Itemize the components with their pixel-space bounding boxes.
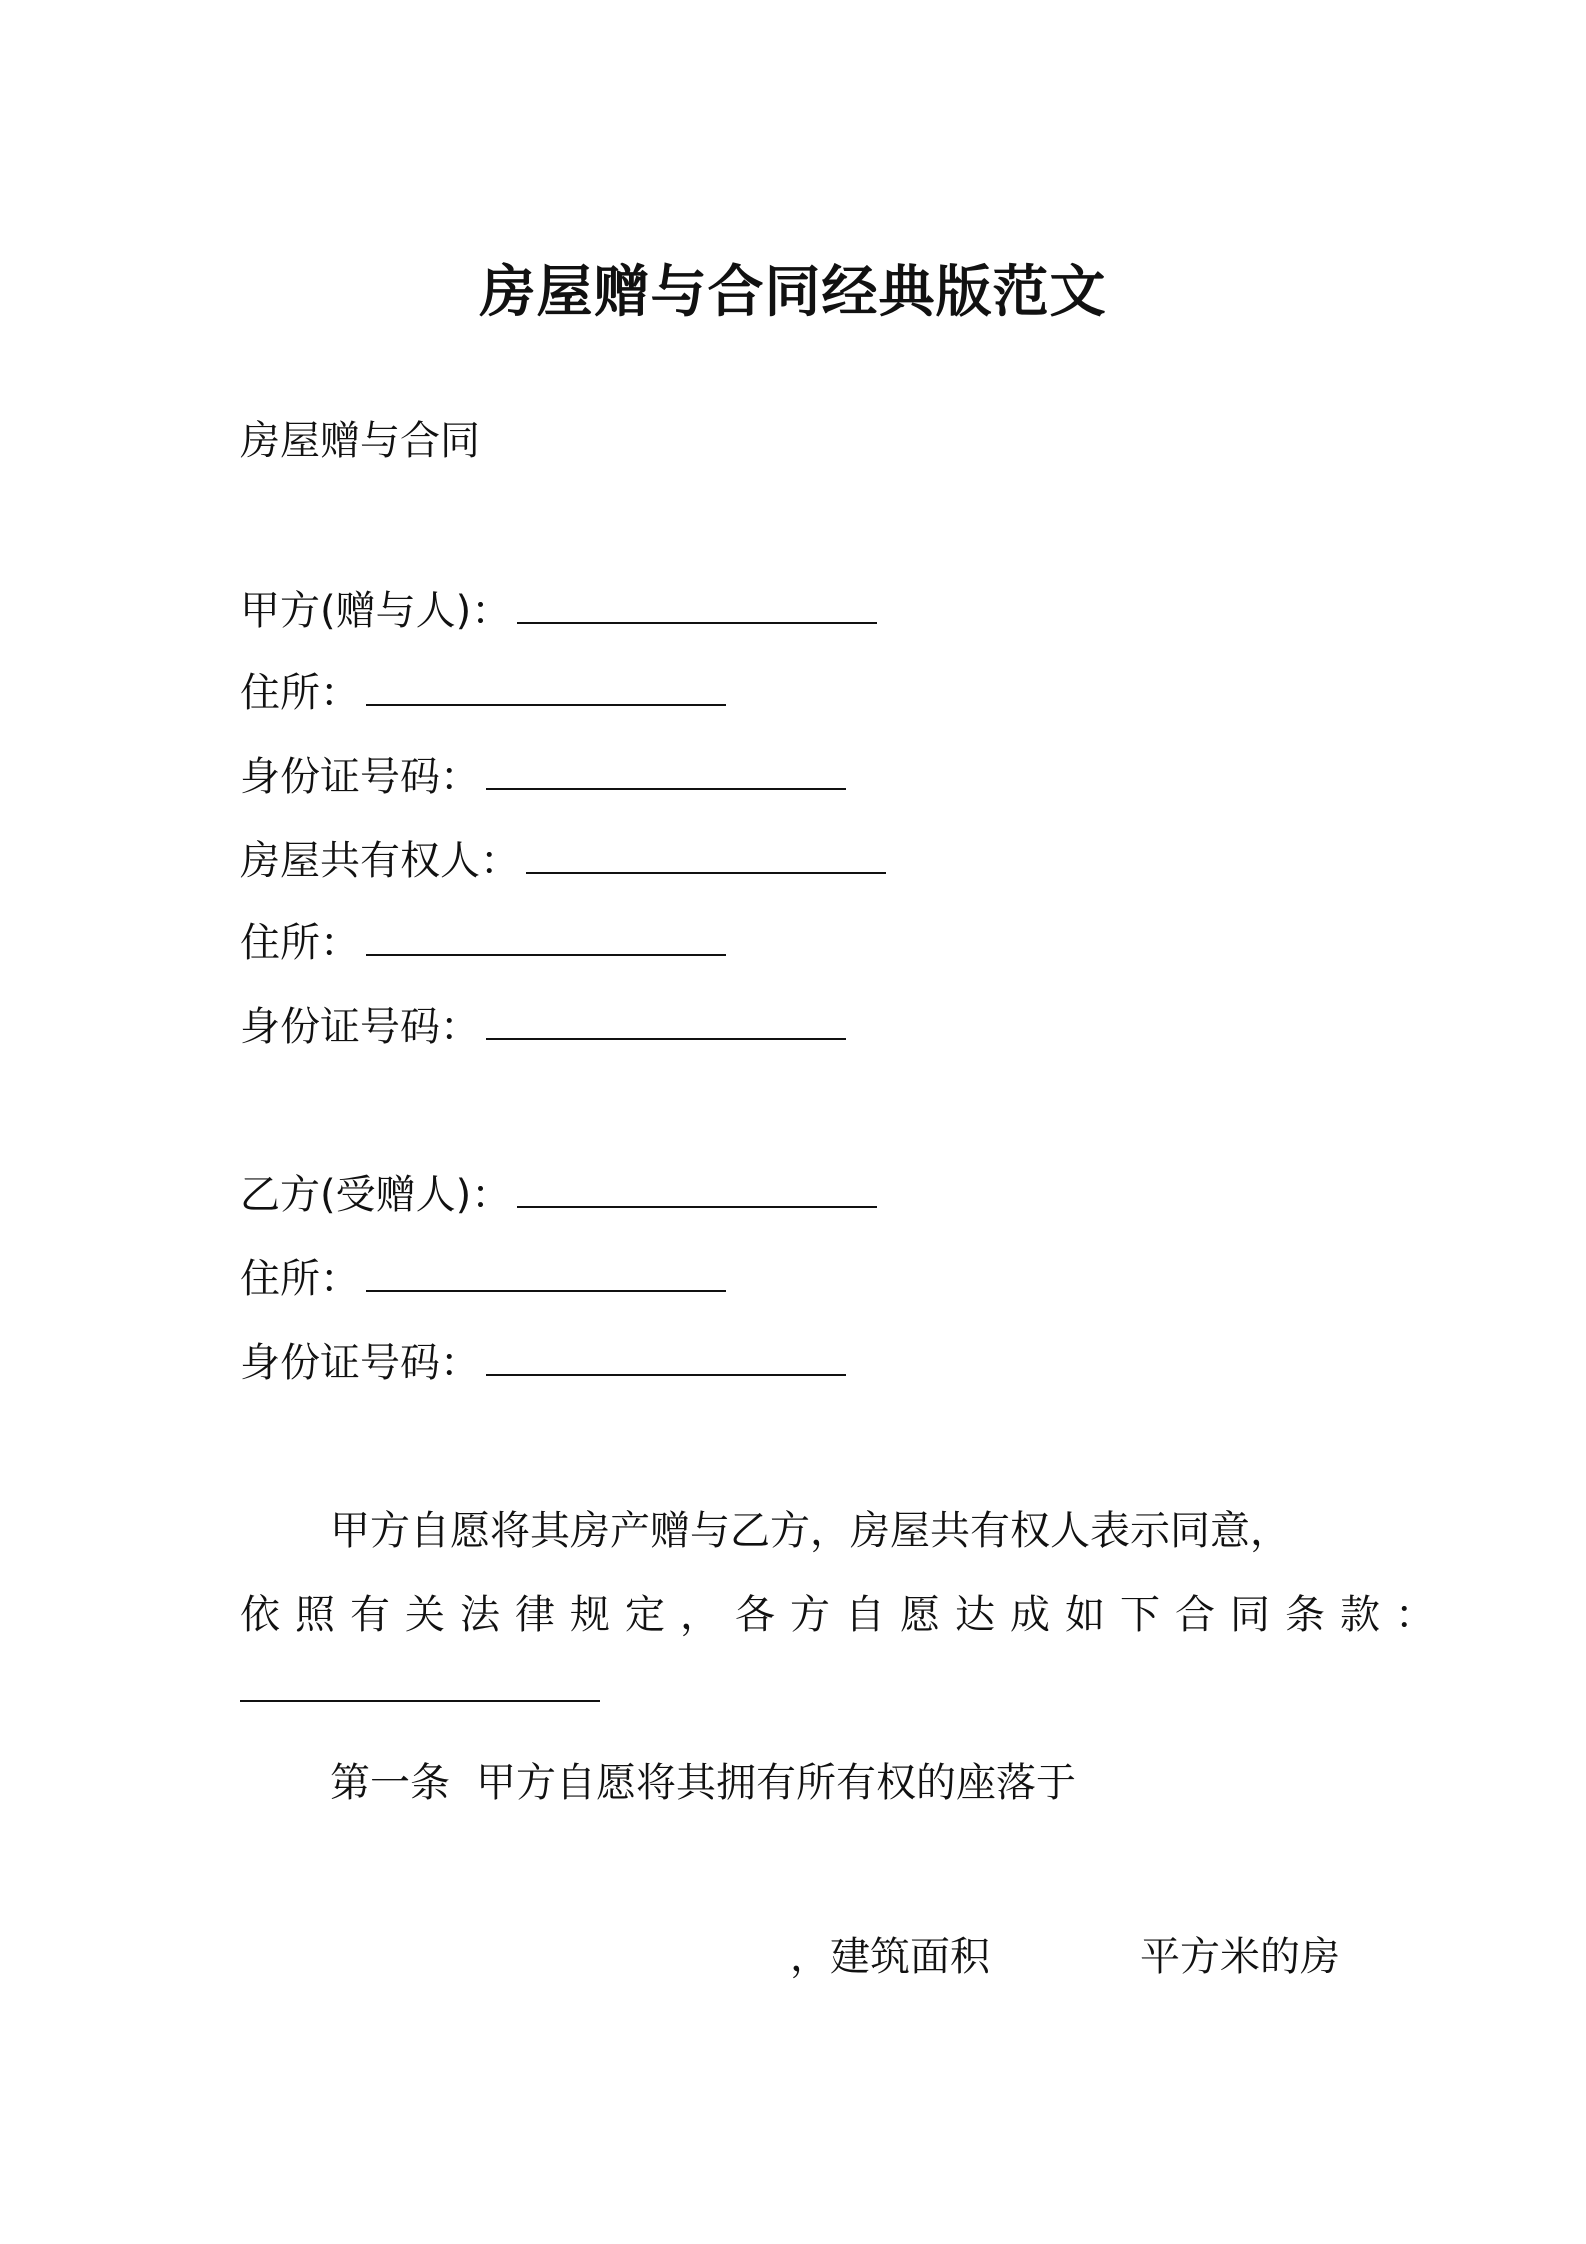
co-owner-address-field bbox=[240, 918, 726, 968]
party-b-label: 乙方(受赠人)： bbox=[240, 1172, 512, 1218]
contract-subtitle: 房屋赠与合同 bbox=[240, 418, 480, 464]
co-owner-id-label: 身份证号码： bbox=[240, 1004, 480, 1050]
co-owner-label: 房屋共有权人： bbox=[240, 838, 520, 884]
party-a-label: 甲方(赠与人)： bbox=[240, 588, 512, 634]
co-owner-id-field bbox=[240, 1002, 846, 1052]
terms-blank-line bbox=[240, 1700, 600, 1702]
party-b-address-field bbox=[240, 1254, 726, 1304]
party-b-id-blank bbox=[486, 1340, 846, 1376]
co-owner-address-label: 住所： bbox=[240, 920, 360, 966]
party-a-blank bbox=[517, 588, 877, 624]
article-1-text: 甲方自愿将其拥有所有权的座落于 bbox=[476, 1760, 1076, 1806]
party-a-id-field bbox=[240, 752, 846, 802]
co-owner-field bbox=[240, 836, 886, 886]
party-b-blank bbox=[517, 1172, 877, 1208]
party-a-id-blank bbox=[486, 754, 846, 790]
party-a-address-blank bbox=[366, 670, 726, 706]
intro-paragraph-line1: 甲方自愿将其房产赠与乙方，房屋共有权人表示同意， bbox=[330, 1508, 1290, 1554]
co-owner-blank bbox=[526, 838, 886, 874]
co-owner-address-blank bbox=[366, 920, 726, 956]
party-a-address-field bbox=[240, 668, 726, 718]
party-a-field bbox=[240, 586, 877, 636]
area-prefix: ，建筑面积 bbox=[790, 1934, 990, 1980]
article-1 bbox=[330, 1758, 1076, 1808]
document-title: 房屋赠与合同经典版范文 bbox=[479, 260, 1107, 325]
party-b-address-blank bbox=[366, 1256, 726, 1292]
party-b-id-field bbox=[240, 1338, 846, 1388]
party-a-id-label: 身份证号码： bbox=[240, 754, 480, 800]
intro-paragraph-line2: 依照有关法律规定，各方自愿达成如下合同条款： bbox=[240, 1592, 1450, 1638]
party-a-address-label: 住所： bbox=[240, 670, 360, 716]
party-b-id-label: 身份证号码： bbox=[240, 1340, 480, 1386]
party-b-field bbox=[240, 1170, 877, 1220]
co-owner-id-blank bbox=[486, 1004, 846, 1040]
article-1-number: 第一条 bbox=[330, 1760, 450, 1806]
party-b-address-label: 住所： bbox=[240, 1256, 360, 1302]
area-suffix: 平方米的房 bbox=[1140, 1934, 1340, 1980]
